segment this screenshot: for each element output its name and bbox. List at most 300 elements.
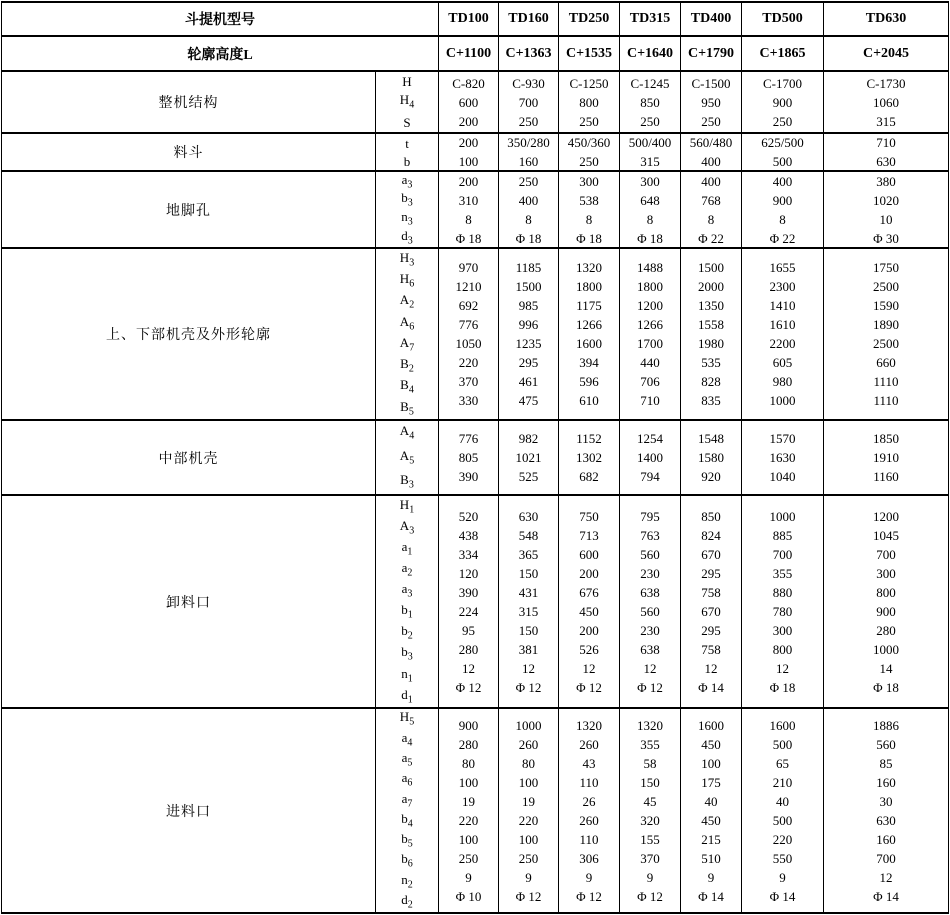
value: C-1730 <box>866 75 906 91</box>
section-row <box>2 172 948 249</box>
subscript: 5 <box>409 716 415 728</box>
value: 670 <box>701 546 721 562</box>
value: 1410 <box>769 298 796 313</box>
subscript: 5 <box>409 455 415 467</box>
value: 1570 <box>769 431 796 446</box>
model-header-row <box>2 3 948 37</box>
value: 648 <box>640 192 660 208</box>
section-row <box>2 134 948 172</box>
subscript: 3 <box>407 216 413 228</box>
param-label: $a_7$ <box>401 790 413 810</box>
section-row <box>2 72 948 134</box>
value: 8 <box>646 211 654 227</box>
value: 440 <box>640 355 660 370</box>
value: 824 <box>701 527 721 543</box>
param-label: $b_2$ <box>401 623 413 642</box>
value: 330 <box>458 393 479 408</box>
value-cell <box>742 421 824 494</box>
subscript: 4 <box>407 737 413 749</box>
value: 800 <box>876 584 896 600</box>
contour-height-value: C+1535 <box>559 37 620 70</box>
value: 500 <box>772 736 793 752</box>
param-label: $H_5$ <box>399 709 415 728</box>
subscript: 7 <box>409 342 415 354</box>
value-cell <box>559 421 620 494</box>
param-label: $n_1$ <box>401 665 413 685</box>
value: 250 <box>701 113 721 129</box>
value: 985 <box>518 298 539 313</box>
value: Φ 22 <box>769 230 796 246</box>
value: 224 <box>458 603 479 619</box>
value: 250 <box>640 113 660 129</box>
value: 150 <box>518 622 539 638</box>
value: 40 <box>776 793 789 809</box>
value: 12 <box>522 660 535 676</box>
value: 1045 <box>873 527 899 543</box>
value: 370 <box>458 374 479 389</box>
value: 1548 <box>698 431 724 446</box>
value: Φ 18 <box>515 230 542 246</box>
value: 210 <box>772 774 793 790</box>
value: Φ 30 <box>873 230 899 246</box>
value: 1000 <box>873 641 899 657</box>
value: Φ 14 <box>698 679 724 695</box>
model-header: TD315 <box>620 3 681 35</box>
value: Φ 12 <box>455 679 482 695</box>
subscript: 3 <box>407 197 413 209</box>
subscript: 6 <box>409 278 415 290</box>
value: 400 <box>701 154 721 169</box>
value: 100 <box>518 774 539 790</box>
value: 1050 <box>455 336 482 351</box>
value-cell <box>439 496 499 707</box>
spec-table <box>1 1 949 914</box>
value: 682 <box>579 469 599 484</box>
value: 280 <box>876 622 896 638</box>
model-header: TD160 <box>499 3 559 35</box>
param-label: $A_3$ <box>399 517 415 537</box>
value-cell <box>499 421 559 494</box>
model-header: TD500 <box>742 3 824 35</box>
value: 560 <box>640 546 660 562</box>
param-label: $B_2$ <box>400 356 414 375</box>
param-label: $n_2$ <box>401 871 413 891</box>
value: 100 <box>701 755 721 771</box>
value: 2500 <box>873 336 899 351</box>
value: 200 <box>579 565 599 581</box>
value: 355 <box>772 565 793 581</box>
param-label: b <box>403 153 411 169</box>
param-label: $b_1$ <box>401 602 413 621</box>
value: 520 <box>458 508 479 524</box>
value: 885 <box>772 527 793 543</box>
value-cell <box>681 134 742 170</box>
value: 1500 <box>515 279 542 294</box>
param-label-column <box>376 249 439 419</box>
value: Φ 14 <box>769 888 796 904</box>
value-cell <box>824 134 948 170</box>
value-cell <box>742 496 824 707</box>
value: 600 <box>458 94 479 110</box>
param-label-column <box>376 421 439 494</box>
value-cell <box>681 421 742 494</box>
value: 630 <box>876 812 896 828</box>
value: 43 <box>582 755 596 771</box>
value: 1021 <box>515 450 542 465</box>
value: 394 <box>579 355 599 370</box>
value: 596 <box>579 374 599 389</box>
value: 630 <box>518 508 539 524</box>
value: 1266 <box>637 317 663 332</box>
value-cell <box>499 172 559 247</box>
value: 500 <box>772 812 793 828</box>
value: 380 <box>876 173 896 189</box>
value: 320 <box>640 812 660 828</box>
value: 1000 <box>769 393 796 408</box>
value: 660 <box>876 355 896 370</box>
value: 200 <box>458 173 479 189</box>
param-label: H <box>402 73 412 89</box>
value: 9 <box>465 869 472 885</box>
value: 950 <box>701 94 721 110</box>
value: Φ 10 <box>455 888 482 904</box>
value: 12 <box>643 660 657 676</box>
value: 1254 <box>637 431 663 446</box>
value-cell <box>620 72 681 132</box>
value: 110 <box>579 831 599 847</box>
value: C-1245 <box>630 75 670 91</box>
value: 535 <box>701 355 721 370</box>
value: 300 <box>876 565 896 581</box>
value: 794 <box>640 469 660 484</box>
subscript: 2 <box>407 899 413 911</box>
value: 9 <box>646 869 654 885</box>
value: 220 <box>772 831 793 847</box>
value: 900 <box>458 717 479 733</box>
value: Φ 22 <box>698 230 724 246</box>
contour-height-value: C+1865 <box>742 37 824 70</box>
contour-height-row <box>2 37 948 72</box>
subscript: 3 <box>409 525 415 537</box>
value: 706 <box>640 374 660 389</box>
value: 100 <box>458 831 479 847</box>
value-cell <box>620 134 681 170</box>
value: 600 <box>579 546 599 562</box>
value: 110 <box>579 774 599 790</box>
value: 828 <box>701 374 721 389</box>
value: 8 <box>779 211 786 227</box>
subscript: 3 <box>407 652 413 663</box>
param-label: $a_2$ <box>401 560 413 579</box>
subscript: 3 <box>407 179 413 191</box>
value: 1488 <box>637 260 663 275</box>
value: 12 <box>462 660 475 676</box>
value: 1910 <box>873 450 899 465</box>
value: 230 <box>640 622 660 638</box>
value: 560/480 <box>689 135 733 150</box>
value: 835 <box>701 393 721 408</box>
value: 1000 <box>515 717 542 733</box>
value: 1320 <box>576 260 602 275</box>
value: 1152 <box>576 431 602 446</box>
value: 9 <box>779 869 786 885</box>
value: 750 <box>579 508 599 524</box>
value: 200 <box>458 135 479 150</box>
value: 9 <box>707 869 715 885</box>
param-label: $B_4$ <box>400 377 414 396</box>
value: 80 <box>522 755 535 771</box>
contour-height-value: C+2045 <box>862 45 910 61</box>
param-label: $b_6$ <box>401 851 413 871</box>
param-label-column <box>376 72 439 132</box>
section-category: 上、下部机壳及外形轮廓 <box>2 249 376 419</box>
param-label-column <box>376 496 439 707</box>
value: 260 <box>579 736 599 752</box>
value: 1886 <box>873 717 899 733</box>
table-title: 斗提机型号 <box>2 3 439 35</box>
value: 390 <box>458 584 479 600</box>
value: 763 <box>640 527 660 543</box>
value: 12 <box>879 869 893 885</box>
value: 780 <box>772 603 793 619</box>
value: Φ 18 <box>637 230 663 246</box>
value-cell <box>620 172 681 247</box>
value: 880 <box>772 584 793 600</box>
subscript: 2 <box>408 363 414 375</box>
value: 355 <box>640 736 660 752</box>
value: 1235 <box>515 336 542 351</box>
value-cell <box>742 172 824 247</box>
subscript: 3 <box>408 479 414 491</box>
value-cell <box>559 249 620 419</box>
value: 260 <box>579 812 599 828</box>
value: 710 <box>876 135 896 150</box>
subscript: 2 <box>407 879 413 891</box>
value: 758 <box>701 584 721 600</box>
value: 1700 <box>637 336 663 351</box>
value: 670 <box>701 603 721 619</box>
value: 560 <box>640 603 660 619</box>
value-cell <box>824 496 948 707</box>
param-label: $A_2$ <box>399 292 415 311</box>
subscript: 7 <box>407 798 413 810</box>
value-cell <box>439 134 499 170</box>
value: 461 <box>518 374 539 389</box>
value: 1320 <box>637 717 663 733</box>
value: 500/400 <box>628 135 672 150</box>
value: 30 <box>879 793 893 809</box>
value: Φ 12 <box>637 679 663 695</box>
param-label: $A_6$ <box>399 313 415 333</box>
param-label: $b_5$ <box>401 831 413 850</box>
value: 10 <box>879 211 893 227</box>
value-cell <box>824 72 948 132</box>
subscript: 2 <box>409 299 415 311</box>
value-cell <box>742 72 824 132</box>
value: 475 <box>518 393 539 408</box>
param-label: $b_3$ <box>401 644 413 663</box>
value: 450 <box>579 603 599 619</box>
value: 1600 <box>698 717 724 733</box>
value-cell <box>499 72 559 132</box>
subscript: 5 <box>407 838 413 850</box>
value: 160 <box>876 774 896 790</box>
subscript: 3 <box>407 235 413 247</box>
value: 295 <box>701 565 721 581</box>
value: 920 <box>701 469 721 484</box>
value-cell <box>620 709 681 912</box>
subscript: 6 <box>407 859 413 871</box>
value: 250 <box>579 113 599 129</box>
section-row <box>2 249 948 421</box>
value: 1210 <box>455 279 482 294</box>
value: 175 <box>701 774 721 790</box>
value-cell <box>439 421 499 494</box>
value-cell <box>499 134 559 170</box>
value: 315 <box>640 154 660 169</box>
value: 900 <box>772 192 793 208</box>
value: 1800 <box>576 279 602 294</box>
value: 1750 <box>873 260 899 275</box>
value: 400 <box>701 173 721 189</box>
value: Φ 14 <box>698 888 724 904</box>
value: 65 <box>776 755 789 771</box>
param-label: $H_6$ <box>399 271 415 290</box>
value: 1200 <box>637 298 663 313</box>
section-row <box>2 421 948 496</box>
value: 80 <box>462 755 475 771</box>
value: 1266 <box>576 317 602 332</box>
value: 700 <box>772 546 793 562</box>
value: Φ 14 <box>873 888 899 904</box>
param-label: t <box>405 135 409 151</box>
param-label: $A_7$ <box>399 334 415 354</box>
param-label: $H_1$ <box>399 496 415 516</box>
value: 758 <box>701 641 721 657</box>
value: 2200 <box>769 336 796 351</box>
value: 250 <box>458 850 479 866</box>
value: 526 <box>579 641 599 657</box>
value: 160 <box>518 154 539 169</box>
value: 370 <box>640 850 660 866</box>
section-category: 中部机壳 <box>2 421 376 494</box>
param-label: $a_3$ <box>401 581 413 600</box>
contour-height-value: C+1100 <box>439 37 499 70</box>
value: 160 <box>876 831 896 847</box>
param-label: $d_1$ <box>401 686 413 706</box>
value: 260 <box>518 736 539 752</box>
value: 1590 <box>873 298 899 313</box>
subscript: 4 <box>409 99 415 111</box>
value: 400 <box>772 173 793 189</box>
value: 95 <box>462 622 475 638</box>
value: 300 <box>579 173 599 189</box>
value: 250 <box>579 154 599 169</box>
value: 431 <box>518 584 539 600</box>
value: 1500 <box>698 260 724 275</box>
value: 334 <box>458 546 479 562</box>
value: Φ 12 <box>576 679 602 695</box>
value: 250 <box>518 850 539 866</box>
subscript: 2 <box>407 630 413 642</box>
param-label: $B_5$ <box>400 398 414 418</box>
value: 85 <box>879 755 893 771</box>
value-cell <box>620 421 681 494</box>
value-cell <box>559 496 620 707</box>
value-cell <box>620 496 681 707</box>
value: Φ 12 <box>576 888 602 904</box>
value: 150 <box>640 774 660 790</box>
value: Φ 18 <box>576 230 602 246</box>
value-cell <box>559 134 620 170</box>
value-cell <box>559 72 620 132</box>
value: 8 <box>465 211 472 227</box>
value: 1000 <box>769 508 796 524</box>
subscript: 4 <box>408 384 414 396</box>
value: 1630 <box>769 450 796 465</box>
value-cell <box>681 709 742 912</box>
param-label-column <box>376 709 439 912</box>
subscript: 1 <box>407 694 413 706</box>
value: 1160 <box>873 469 899 484</box>
value: Φ 12 <box>515 679 542 695</box>
param-label-column <box>376 134 439 170</box>
value: 40 <box>704 793 718 809</box>
value: 1175 <box>576 298 602 313</box>
value: 982 <box>518 431 539 446</box>
value-cell <box>499 496 559 707</box>
value: 280 <box>458 641 479 657</box>
value: 676 <box>579 584 599 600</box>
value: 1350 <box>698 298 724 313</box>
param-label: $A_5$ <box>399 447 415 467</box>
subscript: 1 <box>407 546 413 558</box>
value: 560 <box>876 736 896 752</box>
value: 12 <box>776 660 789 676</box>
param-label: $a_1$ <box>401 538 413 558</box>
value: 300 <box>772 622 793 638</box>
value: 1110 <box>873 393 899 408</box>
value: 1890 <box>873 317 899 332</box>
value: 605 <box>772 355 793 370</box>
value-cell <box>439 172 499 247</box>
subscript: 4 <box>409 430 415 442</box>
value: 900 <box>772 94 793 110</box>
value: 450 <box>701 812 721 828</box>
value: 700 <box>518 94 539 110</box>
section-category: 进料口 <box>2 709 376 912</box>
value: 45 <box>643 793 657 809</box>
value: 2000 <box>698 279 724 294</box>
value: 12 <box>582 660 596 676</box>
value-cell <box>499 709 559 912</box>
contour-height-label: 轮廓高度L <box>2 37 439 70</box>
value: 450/360 <box>567 135 611 150</box>
value: 200 <box>458 113 479 129</box>
value: 1610 <box>769 317 796 332</box>
value: 980 <box>772 374 793 389</box>
value: 100 <box>458 154 479 169</box>
value-cell <box>499 249 559 419</box>
section-category: 整机结构 <box>2 72 376 132</box>
param-label: $H_4$ <box>399 92 415 111</box>
subscript: 4 <box>407 818 413 830</box>
value: 120 <box>458 565 479 581</box>
value-cell <box>620 249 681 419</box>
value: 2300 <box>769 279 796 294</box>
section-category: 卸料口 <box>2 496 376 707</box>
param-label: $d_3$ <box>401 227 413 247</box>
